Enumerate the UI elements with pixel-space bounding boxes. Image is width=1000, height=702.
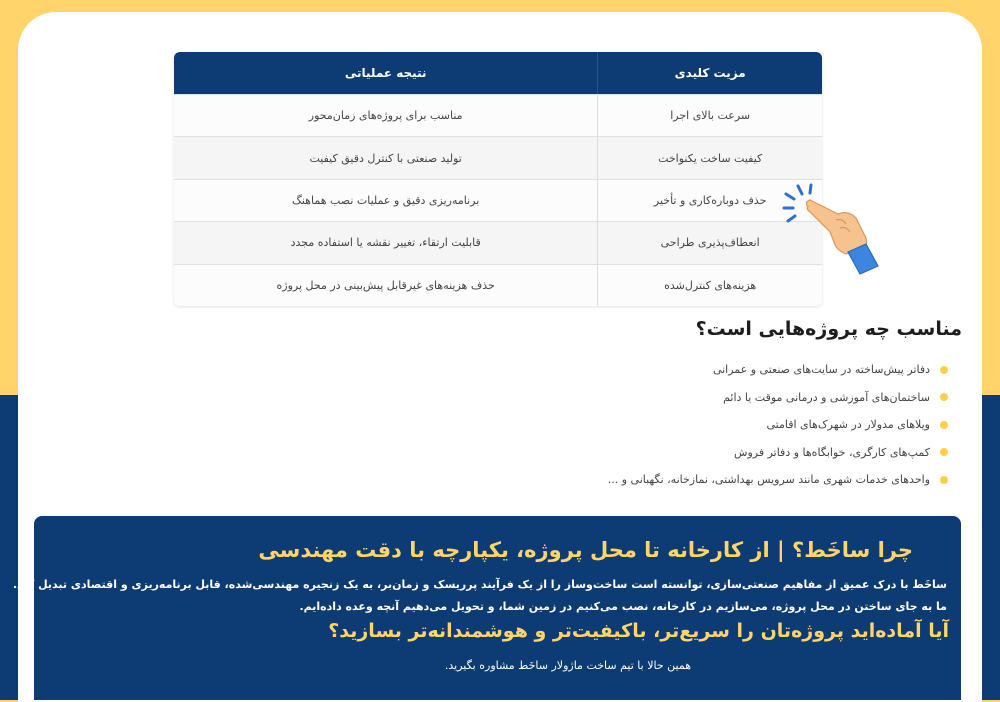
table-row: [174, 179, 822, 221]
list-item: [488, 356, 948, 384]
list-item-text: ساختمان‌های آموزشی و درمانی موقت یا دائم: [723, 390, 930, 404]
table-row: [174, 264, 822, 306]
table-cell: انعطاف‌پذیری طراحی: [597, 222, 822, 263]
why-paragraph-2: ما به جای ساختن در محل پروژه، می‌سازیم در کارخانه، نصب می‌کنیم در زمین شما، و تحویل می‌دهیم آنچه وعده داده‌ایم.: [299, 600, 947, 613]
why-paragraph-1: ساخَط با درک عمیق از مفاهیم صنعتی‌سازی، توانسته است ساخت‌وساز را از یک فرآیند پرریسک و زمان‌بر، به یک زنجیره مهندسی‌شده، قابل برنامه‌ریزی و اقتصادی تبدیل کند.: [12, 578, 947, 591]
table-cell: حذف دوباره‌کاری و تأخیر: [597, 180, 822, 221]
bullet-icon: [940, 393, 948, 401]
header-key-benefit: مزیت کلیدی: [597, 52, 822, 94]
bullet-icon: [940, 476, 948, 484]
list-item-text: ویلاهای مدولار در شهرک‌های اقامتی: [766, 418, 930, 432]
table-cell: تولید صنعتی با کنترل دقیق کیفیت: [309, 151, 462, 165]
table-cell: کیفیت ساخت یکنواخت: [597, 137, 822, 178]
list-item: [488, 439, 948, 467]
suitable-projects-list: [488, 356, 948, 494]
header-operational-result: نتیجه عملیاتی: [344, 66, 427, 80]
why-sakhat-box: [12, 516, 961, 700]
benefits-table: [174, 52, 822, 306]
table-row: [174, 136, 822, 178]
list-item-text: کمپ‌های کارگری، خوابگاه‌ها و دفاتر فروش: [734, 445, 930, 459]
list-item: [488, 466, 948, 494]
list-item-text: دفاتر پیش‌ساخته در سایت‌های صنعتی و عمرانی: [712, 363, 930, 377]
suitable-projects-title: مناسب چه پروژه‌هایی است؟: [695, 318, 962, 340]
table-header: [174, 52, 822, 94]
table-row: [174, 94, 822, 136]
bullet-icon: [940, 366, 948, 374]
table-cell: برنامه‌ریزی دقیق و عملیات نصب هماهنگ: [292, 193, 480, 207]
table-cell: قابلیت ارتقاء، تغییر نقشه یا استفاده مجدد: [290, 236, 481, 250]
list-item: [488, 411, 948, 439]
cta-title: آیا آماده‌اید پروژه‌تان را سریع‌تر، باکیفیت‌تر و هوشمندانه‌تر بسازید؟: [328, 620, 949, 642]
cta-text: همین حالا با تیم ساخت ماژولار ساخَط مشاوره بگیرید.: [444, 659, 691, 672]
bullet-icon: [940, 448, 948, 456]
table-cell: هزینه‌های کنترل‌شده: [597, 265, 822, 306]
pointing-hand-icon: [780, 180, 890, 280]
list-item: [488, 384, 948, 412]
table-row: [174, 221, 822, 263]
bullet-icon: [940, 421, 948, 429]
table-cell: حذف هزینه‌های غیرقابل پیش‌بینی در محل پروژه: [276, 278, 495, 292]
table-cell: مناسب برای پروژه‌های زمان‌محور: [308, 109, 463, 123]
list-item-text: واحدهای خدمات شهری مانند سرویس بهداشتی، نمازخانه، نگهبانی و ...: [607, 473, 930, 487]
why-title: چرا ساخَط؟ | از کارخانه تا محل پروژه، یکپارچه با دقت مهندسی: [258, 538, 913, 562]
table-cell: سرعت بالای اجرا: [597, 95, 822, 136]
